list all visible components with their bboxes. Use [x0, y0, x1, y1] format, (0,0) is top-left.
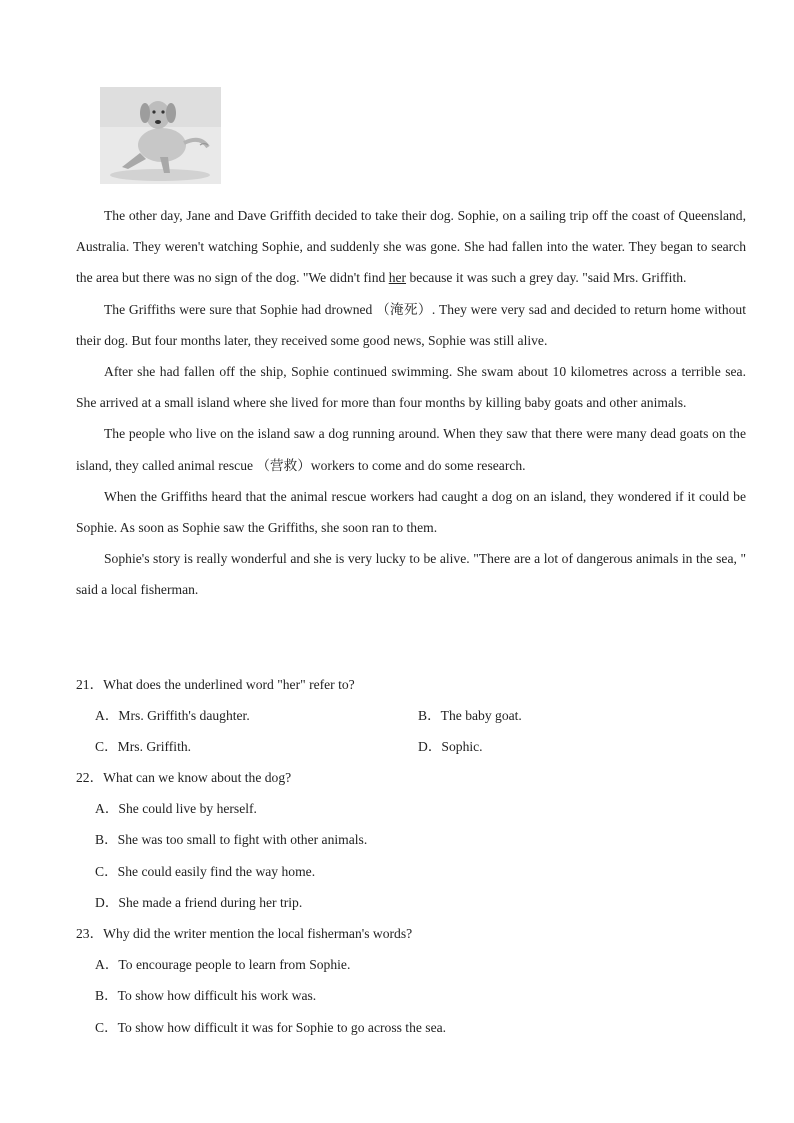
q22-option-a[interactable]: A．She could live by herself.: [95, 801, 257, 816]
q23-option-c[interactable]: C．To show how difficult it was for Sophie to go across the sea.: [95, 1020, 447, 1035]
underlined-word-her: her: [388, 270, 407, 286]
q22-option-d[interactable]: D．She made a friend during her trip.: [95, 895, 303, 910]
paragraph-6: Sophie's story is really wonderful and she is very lucky to be alive. "There are a lot of dangerous animals in the sea, " said a local fisherman.: [76, 551, 746, 598]
paragraph-5: When the Griffiths heard that the animal rescue workers had caught a dog on an island, they wondered if it could be Sophie. As soon as Sophie saw the Griffiths, she soon ran to them.: [76, 488, 746, 536]
paragraph-4: The people who live on the island saw a dog running around. When they saw that there were many dead goats on the island, they called animal rescue （营救）workers to come and do some research.: [76, 426, 746, 473]
question-21-stem: 21．What does the underlined word "her" refer to?: [76, 677, 355, 692]
paragraph-3: After she had fallen off the ship, Sophie continued swimming. She swam about 10 kilometres across a terrible sea. She arrived at a small island where she lived for more than four months by killing baby goats and other animals.: [76, 364, 746, 411]
q22-option-b[interactable]: B．She was too small to fight with other animals.: [95, 832, 368, 847]
q21-option-d[interactable]: D．Sophic.: [418, 739, 483, 754]
question-22-stem: 22．What can we know about the dog?: [76, 770, 292, 785]
dog-photo: [100, 87, 221, 184]
paragraph-1: The other day, Jane and Dave Griffith decided to take their dog. Sophie, on a sailing trip off the coast of Queensland, Australia. They weren't watching Sophie, and suddenly she was gone. She had fallen into the water. They began to search the area but there was no sign of the dog. "We didn't find her because it was such a grey day. "said Mrs. Griffith.: [76, 208, 746, 286]
q21-option-a[interactable]: A．Mrs. Griffith's daughter.: [95, 708, 250, 723]
q22-option-c[interactable]: C．She could easily find the way home.: [95, 864, 316, 879]
question-23-stem: 23．Why did the writer mention the local fisherman's words?: [76, 926, 413, 941]
reading-passage: [76, 200, 746, 606]
paragraph-2: The Griffiths were sure that Sophie had drowned （淹死）. They were very sad and decided to return home without their dog. But four months later, they received some good news, Sophie was still alive.: [76, 301, 746, 348]
q21-option-c[interactable]: C．Mrs. Griffith.: [95, 739, 192, 754]
q23-option-a[interactable]: A．To encourage people to learn from Sophie.: [95, 957, 351, 972]
q21-option-b[interactable]: B．The baby goat.: [418, 708, 522, 723]
q23-option-b[interactable]: B．To show how difficult his work was.: [95, 988, 317, 1003]
